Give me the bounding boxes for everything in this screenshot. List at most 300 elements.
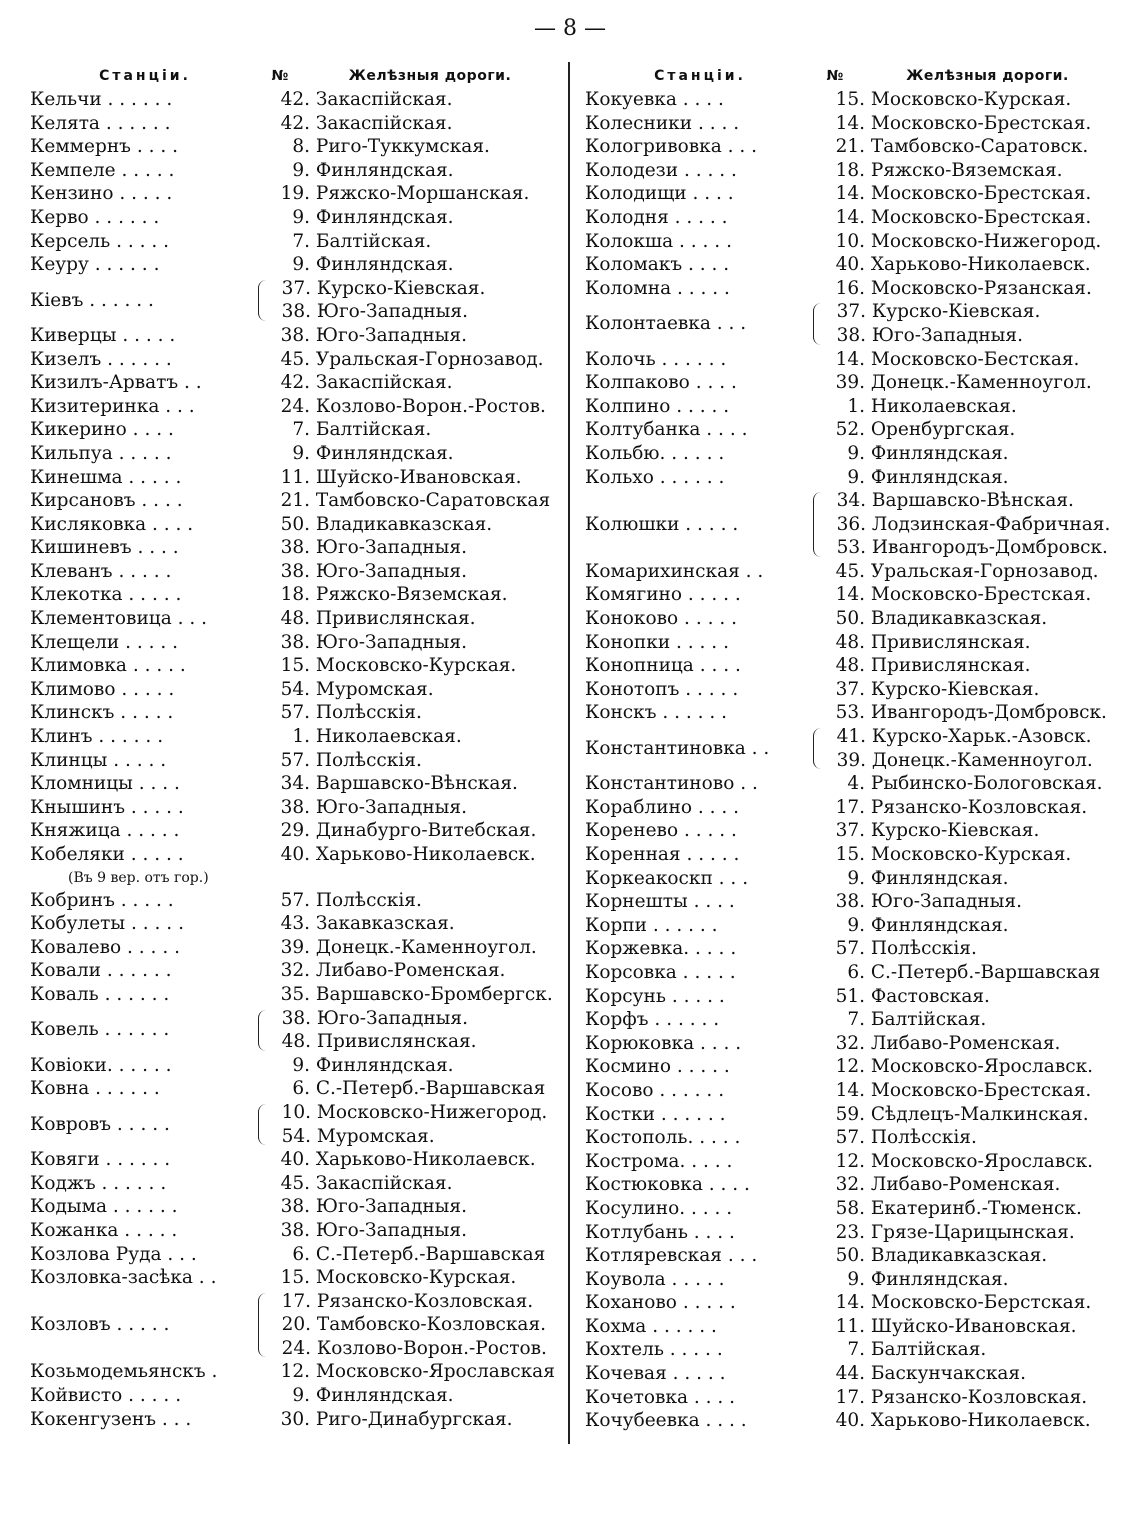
railway-line [258, 324, 560, 348]
railway-number: 37. [835, 820, 865, 842]
railway-lines [813, 772, 1120, 796]
station-entry [30, 1219, 560, 1243]
railway-line [822, 749, 1120, 773]
station-entry [585, 1126, 1120, 1150]
railway-name: Либаво-Роменская. [870, 1174, 1061, 1196]
station-name: Коханово . . . . . [585, 1292, 736, 1314]
railway-name: Рязанско-Козловская. [316, 1290, 534, 1312]
railway-lines [813, 1315, 1120, 1339]
railway-number: 21. [280, 490, 310, 512]
railway-name: Рязанско-Козловская. [870, 1386, 1088, 1408]
station-entry [585, 1032, 1120, 1056]
railway-line [258, 112, 560, 136]
railway-line [258, 135, 560, 159]
station-name: Коржевка. . . . . [585, 938, 737, 960]
railway-number: 7. [847, 1339, 865, 1361]
railway-line [258, 631, 560, 655]
railway-number: 17. [835, 1386, 865, 1408]
railway-name: Привислянская. [315, 608, 476, 630]
railway-lines [258, 725, 560, 749]
railway-line [258, 88, 560, 112]
railway-lines [258, 206, 560, 230]
railway-lines [258, 324, 560, 348]
railway-lines [813, 1291, 1120, 1315]
railway-line [813, 1150, 1120, 1174]
station-name: Княжица . . . . . [30, 820, 180, 842]
station-entry [585, 300, 1120, 347]
railway-line [813, 961, 1120, 985]
station-name: Колодези . . . . . [585, 159, 737, 181]
railway-lines [822, 489, 1120, 560]
railway-line [258, 513, 560, 537]
railway-name: Уральская-Горнозавод. [315, 348, 544, 370]
railway-name: Московско-Брестская. [870, 183, 1092, 205]
railway-number: 21. [835, 136, 865, 158]
station-entry [30, 725, 560, 749]
railway-number: 50. [280, 513, 310, 535]
railway-number: 54. [280, 678, 310, 700]
station-entry [585, 1315, 1120, 1339]
station-entry [585, 701, 1120, 725]
railway-lines [267, 1101, 560, 1148]
station-name: Кочетовка . . . . [585, 1386, 736, 1408]
railway-name: Владикавказская. [315, 513, 493, 535]
railway-name: Харьково-Николаевск. [870, 254, 1091, 276]
railway-number: 15. [280, 655, 310, 677]
station-entry [585, 1409, 1120, 1433]
station-entry [30, 1195, 560, 1219]
station-name: Клинскъ . . . . . [30, 702, 174, 724]
railway-lines [258, 112, 560, 136]
station-entry [585, 182, 1120, 206]
railway-name: Екатеринб.-Тюменск. [870, 1197, 1082, 1219]
railway-name: Харьково-Николаевск. [315, 844, 536, 865]
railway-number: 9. [847, 442, 865, 464]
station-name: Кнышинъ . . . . . [30, 796, 184, 818]
railway-line [813, 206, 1120, 230]
railway-number: 51. [835, 985, 865, 1007]
station-name: Кольбю. . . . . . [585, 442, 725, 464]
railway-line [822, 725, 1120, 749]
railway-name: Оренбургская. [870, 419, 1016, 441]
entry-list [585, 88, 1120, 1433]
station-entry [585, 253, 1120, 277]
railway-lines [813, 277, 1120, 301]
station-name: Коломакъ . . . . [585, 254, 730, 276]
station-name: Клещели . . . . . [30, 631, 179, 653]
railway-lines [258, 88, 560, 112]
railway-name: Рыбинско-Бологовская. [870, 773, 1103, 795]
station-name: Коноково . . . . . [585, 608, 737, 630]
station-entry [30, 536, 560, 560]
station-entry [30, 395, 560, 419]
railway-line [813, 867, 1120, 891]
railway-name: Московско-Брестская. [870, 206, 1092, 228]
station-entry [585, 772, 1120, 796]
railway-name: Московско-Ярославск. [870, 1056, 1094, 1078]
railway-line [267, 1290, 560, 1314]
railway-name: Варшавско-Бромбергск. [315, 983, 553, 1005]
railway-lines [813, 867, 1120, 891]
railway-number: 32. [835, 1032, 865, 1054]
railway-name: Сѣдлецъ-Малкинская. [870, 1103, 1089, 1125]
railway-name: С.-Петерб.-Варшавская [870, 961, 1101, 983]
railway-line [822, 324, 1120, 348]
railway-line [813, 253, 1120, 277]
railway-lines [258, 701, 560, 725]
railway-line [813, 796, 1120, 820]
railway-lines [258, 1077, 560, 1101]
railway-number: 40. [835, 1410, 865, 1432]
railway-name: Московско-Берстская. [870, 1292, 1092, 1314]
station-name: Кологривовка . . . [585, 136, 758, 158]
railway-number: 7. [292, 230, 310, 252]
railway-line [813, 1103, 1120, 1127]
railway-line [813, 112, 1120, 136]
station-name: Кочевая . . . . . [585, 1363, 726, 1385]
railway-number: 14. [835, 1079, 865, 1101]
station-entry [30, 253, 560, 277]
station-name: Коломна . . . . . [585, 277, 730, 299]
railway-lines [813, 206, 1120, 230]
railway-name: Тамбовско-Козловская. [316, 1314, 547, 1336]
station-entry [585, 1079, 1120, 1103]
station-name: Коренево . . . . . [585, 820, 737, 842]
railway-lines [813, 88, 1120, 112]
railway-lines [813, 985, 1120, 1009]
railway-lines [822, 300, 1120, 347]
railway-line [813, 654, 1120, 678]
entry-list [30, 88, 560, 1431]
railway-line [813, 1008, 1120, 1032]
railway-number: 41. [836, 726, 866, 748]
railway-lines [258, 796, 560, 820]
station-name: Котлубань . . . . [585, 1221, 735, 1243]
railway-line [258, 701, 560, 725]
railway-name: Полѣсскія. [870, 1127, 977, 1149]
railway-name: Либаво-Роменская. [870, 1032, 1061, 1054]
station-name: Косулино. . . . . [585, 1197, 733, 1219]
station-entry [585, 607, 1120, 631]
station-entry [30, 88, 560, 112]
railway-name: Юго-Западныя. [315, 1219, 467, 1241]
station-entry [30, 819, 560, 843]
railway-number: 7. [292, 419, 310, 441]
railway-line [258, 749, 560, 773]
railway-name: Юго-Западныя. [870, 891, 1022, 913]
station-name: Кизилъ-Арватъ . . [30, 372, 202, 394]
railway-number: 14. [835, 1292, 865, 1314]
railway-number: 48. [280, 608, 310, 630]
station-entry [585, 1103, 1120, 1127]
railway-number: 44. [835, 1363, 865, 1385]
railway-lines [258, 489, 560, 513]
station-entry [585, 1197, 1120, 1221]
railway-number: 9. [292, 1054, 310, 1076]
railway-lines [813, 1032, 1120, 1056]
railway-number: 34. [836, 490, 866, 512]
railway-line [258, 1172, 560, 1196]
station-name: Клинцы . . . . . [30, 749, 167, 771]
railway-lines [258, 936, 560, 960]
railway-name: Риго-Туккумская. [315, 136, 490, 158]
station-name: Конопки . . . . . [585, 631, 729, 653]
railway-number: 17. [281, 1290, 311, 1312]
railway-number: 32. [280, 960, 310, 982]
railway-line [258, 489, 560, 513]
railway-number: 10. [281, 1101, 311, 1123]
railway-number: 12. [835, 1056, 865, 1078]
station-entry [585, 466, 1120, 490]
railway-lines [267, 1007, 560, 1054]
station-entry [30, 135, 560, 159]
station-name: Коваль . . . . . . [30, 983, 170, 1005]
railway-line [258, 843, 560, 867]
railway-name: Финляндская. [870, 914, 1009, 936]
railway-lines [258, 1408, 560, 1432]
station-name: Керво . . . . . . [30, 206, 160, 228]
railway-name: Юго-Западныя. [315, 1196, 467, 1218]
railway-number: 45. [280, 348, 310, 370]
railway-line [813, 607, 1120, 631]
railway-lines [813, 1409, 1120, 1433]
railway-line [267, 300, 560, 324]
grouping-brace [258, 280, 267, 321]
station-entry [30, 796, 560, 820]
station-entry [585, 560, 1120, 584]
railway-lines [813, 1008, 1120, 1032]
railway-number: 20. [281, 1314, 311, 1336]
station-name: Кильпуа . . . . . [30, 442, 172, 464]
railway-name: Полѣсскія. [870, 938, 977, 960]
railway-line [258, 536, 560, 560]
railway-name: Курско-Кіевская. [316, 277, 486, 299]
railway-number: 38. [280, 324, 310, 346]
station-entry [30, 843, 560, 867]
railway-name: Ивангородъ-Домбровск. [870, 702, 1107, 724]
railway-name: Курско-Кіевская. [871, 301, 1041, 323]
station-name: Колтубанка . . . . [585, 419, 748, 441]
station-entry [30, 772, 560, 796]
station-name: Коджъ . . . . . . [30, 1172, 167, 1194]
railway-name: Ряжско-Вяземская. [870, 159, 1063, 181]
railway-name: Московско-Рязанская. [870, 277, 1092, 299]
railway-number: 42. [280, 89, 310, 110]
railway-lines [813, 159, 1120, 183]
station-name: Кострома. . . . . [585, 1150, 733, 1172]
station-entry [585, 1338, 1120, 1362]
railway-name: Варшавско-Вѣнская. [315, 773, 518, 795]
station-entry [585, 1173, 1120, 1197]
railway-line [258, 348, 560, 372]
railway-name: Закаспійская. [315, 1172, 453, 1194]
railway-lines [258, 560, 560, 584]
railway-name: Московско-Ярославская [315, 1361, 555, 1383]
railway-name: Риго-Динабургская. [315, 1408, 513, 1430]
railway-number: 45. [280, 1172, 310, 1194]
station-entry [585, 961, 1120, 985]
railway-number: 12. [280, 1361, 310, 1383]
railway-line [822, 300, 1120, 324]
railway-line [813, 1244, 1120, 1268]
railway-number: 15. [835, 844, 865, 865]
railway-lines [258, 513, 560, 537]
railway-line [813, 395, 1120, 419]
station-name: Корнешты . . . . [585, 891, 735, 913]
station-name: Кольхо . . . . . . [585, 466, 725, 488]
railway-number: 6. [847, 961, 865, 983]
railway-name: Московско-Нижегород. [316, 1101, 548, 1123]
railway-number: 4. [847, 773, 865, 795]
railway-lines [813, 1173, 1120, 1197]
station-name: Кіевъ . . . . . . [30, 289, 154, 311]
railway-number: 23. [835, 1221, 865, 1243]
railway-name: Закаспійская. [315, 89, 453, 110]
railway-line [813, 1291, 1120, 1315]
station-name: Кирсановъ . . . . [30, 490, 183, 512]
station-entry [30, 1007, 560, 1054]
railway-lines [813, 654, 1120, 678]
railway-number: 6. [292, 1243, 310, 1265]
station-name: Клекотка . . . . . [30, 584, 182, 606]
railway-lines [258, 607, 560, 631]
station-name: Костополь. . . . . [585, 1127, 741, 1149]
railway-line [258, 583, 560, 607]
railway-lines [813, 1338, 1120, 1362]
railway-lines [258, 678, 560, 702]
railway-number: 7. [847, 1009, 865, 1031]
railway-name: Балтійская. [870, 1009, 987, 1031]
column-header [585, 64, 1120, 88]
railway-lines [258, 1172, 560, 1196]
header-number: № [826, 68, 844, 84]
station-entry [30, 206, 560, 230]
station-entry [585, 1055, 1120, 1079]
railway-lines [258, 654, 560, 678]
station-name: Корфъ . . . . . . [585, 1009, 720, 1031]
railway-lines [813, 701, 1120, 725]
railway-lines [258, 772, 560, 796]
railway-number: 39. [280, 936, 310, 958]
station-name: Колпино . . . . . [585, 395, 730, 417]
station-entry [585, 1291, 1120, 1315]
railway-name: Полѣсскія. [315, 889, 422, 911]
railway-name: С.-Петерб.-Варшавская [315, 1243, 546, 1265]
railway-lines [813, 819, 1120, 843]
station-entry [30, 1243, 560, 1267]
railway-name: Тамбовско-Саратовская [315, 490, 551, 512]
railway-name: Привислянская. [870, 631, 1031, 653]
railway-line [258, 959, 560, 983]
station-name: Климовка . . . . . [30, 655, 186, 677]
railway-lines [813, 1126, 1120, 1150]
column-header [30, 64, 560, 88]
header-station: Станціи. [99, 68, 191, 84]
railway-lines [813, 1244, 1120, 1268]
railway-line [258, 607, 560, 631]
railway-lines [258, 418, 560, 442]
railway-line [267, 277, 560, 301]
railway-lines [813, 1362, 1120, 1386]
railway-name: Московско-Ярославск. [870, 1150, 1094, 1172]
station-entry [30, 513, 560, 537]
station-entry [30, 324, 560, 348]
right-column [585, 64, 1120, 1433]
railway-line [258, 912, 560, 936]
railway-name: Ряжско-Вяземская. [315, 584, 508, 606]
railway-number: 15. [280, 1267, 310, 1289]
railway-number: 6. [292, 1078, 310, 1100]
station-name: Кохтель . . . . . [585, 1339, 723, 1361]
railway-number: 29. [280, 820, 310, 842]
railway-name: Уральская-Горнозавод. [870, 560, 1099, 582]
railway-number: 48. [835, 655, 865, 677]
railway-lines [258, 395, 560, 419]
railway-line [813, 442, 1120, 466]
railway-name: Владикавказская. [870, 1245, 1048, 1267]
railway-name: Московско-Курская. [315, 1267, 517, 1289]
railway-line [258, 1077, 560, 1101]
railway-name: Курско-Харьк.-Азовск. [871, 726, 1092, 748]
railway-line [822, 489, 1120, 513]
railway-number: 30. [280, 1408, 310, 1430]
station-name: Клементовица . . . [30, 608, 208, 630]
station-name: Конотопъ . . . . . [585, 678, 739, 700]
railway-line [813, 678, 1120, 702]
railway-number: 17. [835, 796, 865, 818]
railway-number: 11. [280, 466, 310, 488]
railway-line [258, 1408, 560, 1432]
station-name: Костюковка . . . . [585, 1174, 750, 1196]
railway-number: 24. [281, 1337, 311, 1359]
railway-number: 40. [280, 844, 310, 865]
station-name: Корсунь . . . . . [585, 985, 725, 1007]
station-name: Колочь . . . . . . [585, 348, 727, 370]
railway-line [813, 1268, 1120, 1292]
railway-number: 1. [292, 726, 310, 748]
station-name: Колодищи . . . . [585, 183, 734, 205]
railway-name: Шуйско-Ивановская. [315, 466, 522, 488]
railway-number: 42. [280, 112, 310, 134]
railway-lines [258, 1054, 560, 1078]
railway-line [813, 890, 1120, 914]
station-entry [585, 88, 1120, 112]
railway-name: Финляндская. [315, 159, 454, 181]
railway-lines [813, 135, 1120, 159]
railway-lines [813, 1055, 1120, 1079]
station-name: Колодня . . . . . [585, 206, 728, 228]
railway-name: Финляндская. [870, 1268, 1009, 1290]
station-name: Корсовка . . . . . [585, 961, 736, 983]
railway-name: Финляндская. [870, 442, 1009, 464]
station-name: Колокша . . . . . [585, 230, 732, 252]
station-name: Кобеляки . . . . . [30, 844, 184, 865]
railway-name: Донецк.-Каменноугол. [315, 936, 537, 958]
railway-name: Московско-Нижегород. [870, 230, 1102, 252]
railway-number: 38. [836, 324, 866, 346]
station-entry [30, 1054, 560, 1078]
railway-number: 50. [835, 1245, 865, 1267]
station-entry [30, 889, 560, 913]
railway-line [258, 395, 560, 419]
railway-number: 57. [835, 1127, 865, 1149]
railway-line [267, 1007, 560, 1031]
station-entry [30, 678, 560, 702]
railway-lines [813, 631, 1120, 655]
railway-lines [813, 1197, 1120, 1221]
railway-lines [813, 348, 1120, 372]
railway-number: 24. [280, 395, 310, 417]
